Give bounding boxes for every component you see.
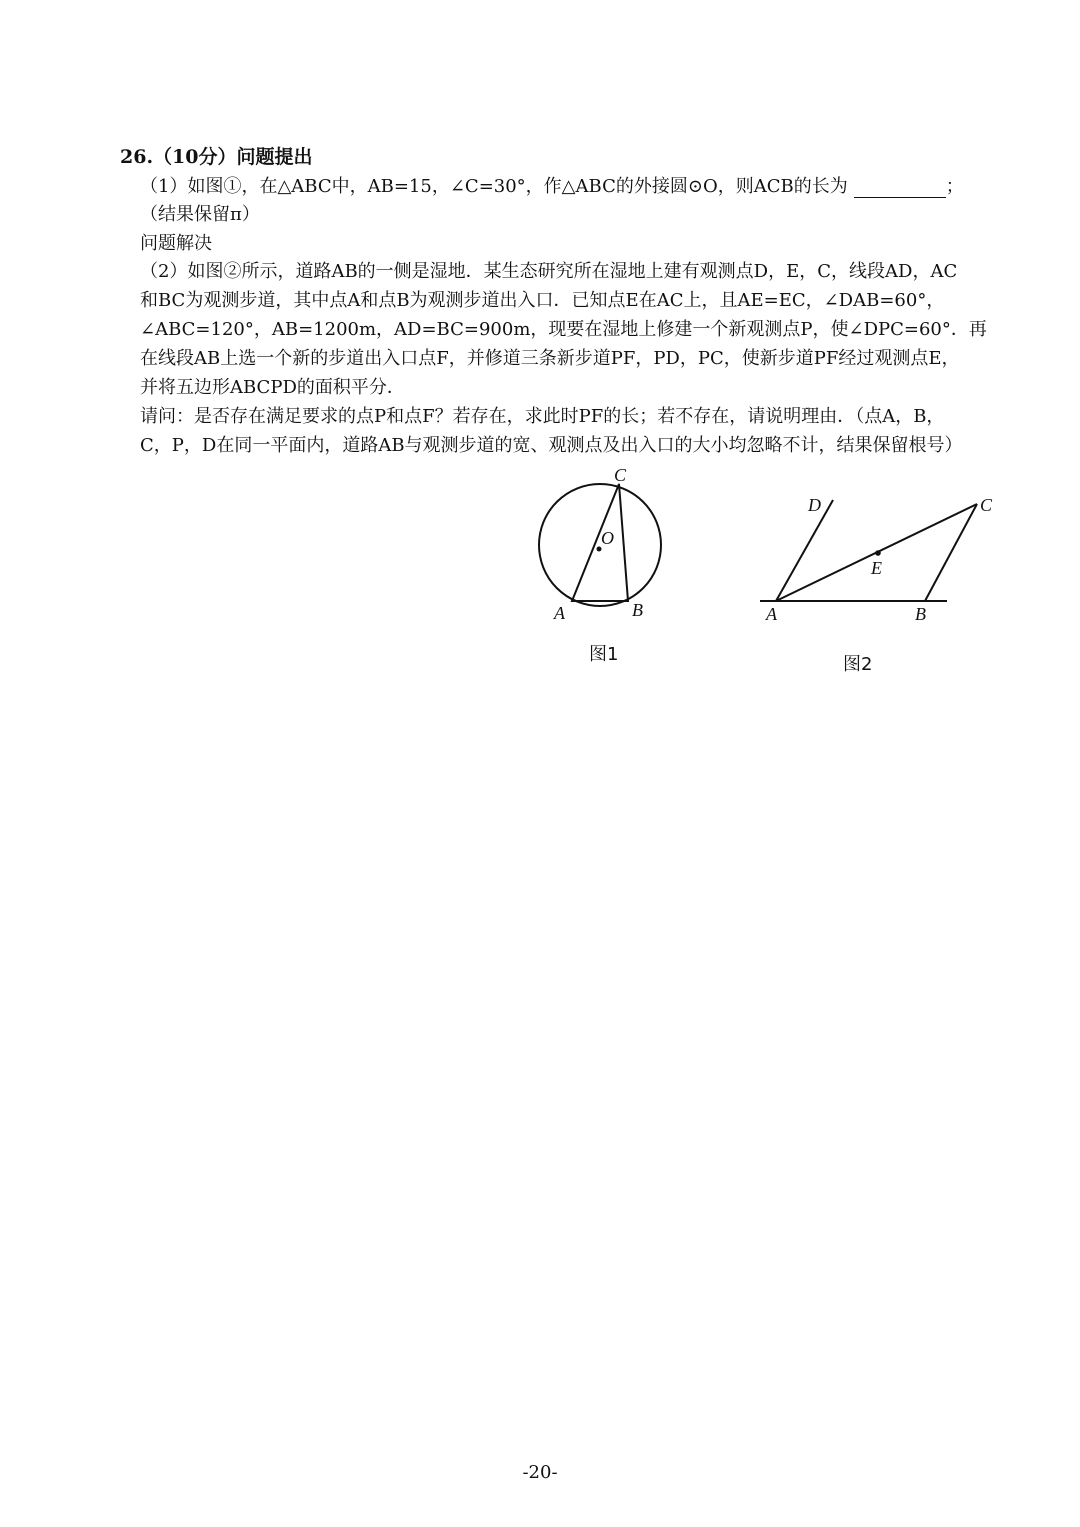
figure1-caption: 图1 xyxy=(589,644,619,665)
part2-line-2: 和BC为观测步道，其中点A和点B为观测步道出入口．已知点E在AC上，且AE=EC，∠DAB=60°， xyxy=(140,290,945,311)
label-b: B xyxy=(632,600,643,620)
ask-line-1: 请问：是否存在满足要求的点P和点F？若存在，求此时PF的长；若不存在，请说明理由．（点A，B， xyxy=(140,406,945,427)
label-c2: C xyxy=(980,495,993,515)
section-heading-solve: 问题解决 xyxy=(140,233,212,254)
label-b2: B xyxy=(915,604,926,624)
label-e: E xyxy=(871,558,882,578)
part1-line1 xyxy=(140,172,964,198)
label-a: A xyxy=(554,603,565,623)
answer-blank[interactable] xyxy=(854,179,946,198)
circumcircle xyxy=(539,484,661,606)
figure2-caption: 图2 xyxy=(843,654,873,675)
label-a2: A xyxy=(766,604,777,624)
path-ad xyxy=(776,500,833,601)
figure2-diagram xyxy=(755,490,1005,630)
part2-line-1: （2）如图②所示，道路AB的一侧是湿地．某生态研究所在湿地上建有观测点D，E，C，线段AD，AC xyxy=(140,261,958,282)
label-d: D xyxy=(808,495,821,515)
label-o: O xyxy=(601,528,614,548)
part1-text: （1）如图①，在△ABC中，AB=15，∠C=30°，作△ABC的外接圆⊙O，则ACB的长为 xyxy=(140,176,848,197)
point-e xyxy=(875,550,881,556)
figure1-diagram xyxy=(530,465,680,630)
page-number: -20- xyxy=(522,1462,558,1483)
part2-line-5: 并将五边形ABCPD的面积平分． xyxy=(140,377,405,398)
part1-semicolon: ； xyxy=(945,176,964,197)
label-c: C xyxy=(614,465,627,485)
part1-line2: （结果保留π） xyxy=(140,204,260,225)
part2-line-4: 在线段AB上选一个新的步道出入口点F，并修道三条新步道PF，PD，PC，使新步道PF经过观测点E， xyxy=(140,348,960,369)
part2-line-3: ∠ABC=120°，AB=1200m，AD=BC=900m，现要在湿地上修建一个新观测点P，使∠DPC=60°．再 xyxy=(140,319,987,340)
path-bc xyxy=(925,504,977,601)
ask-line-2: C，P，D在同一平面内，道路AB与观测步道的宽、观测点及出入口的大小均忽略不计，结果保留根号） xyxy=(140,435,963,456)
question-title: 26.（10分）问题提出 xyxy=(120,146,313,168)
triangle-abc xyxy=(572,484,628,601)
